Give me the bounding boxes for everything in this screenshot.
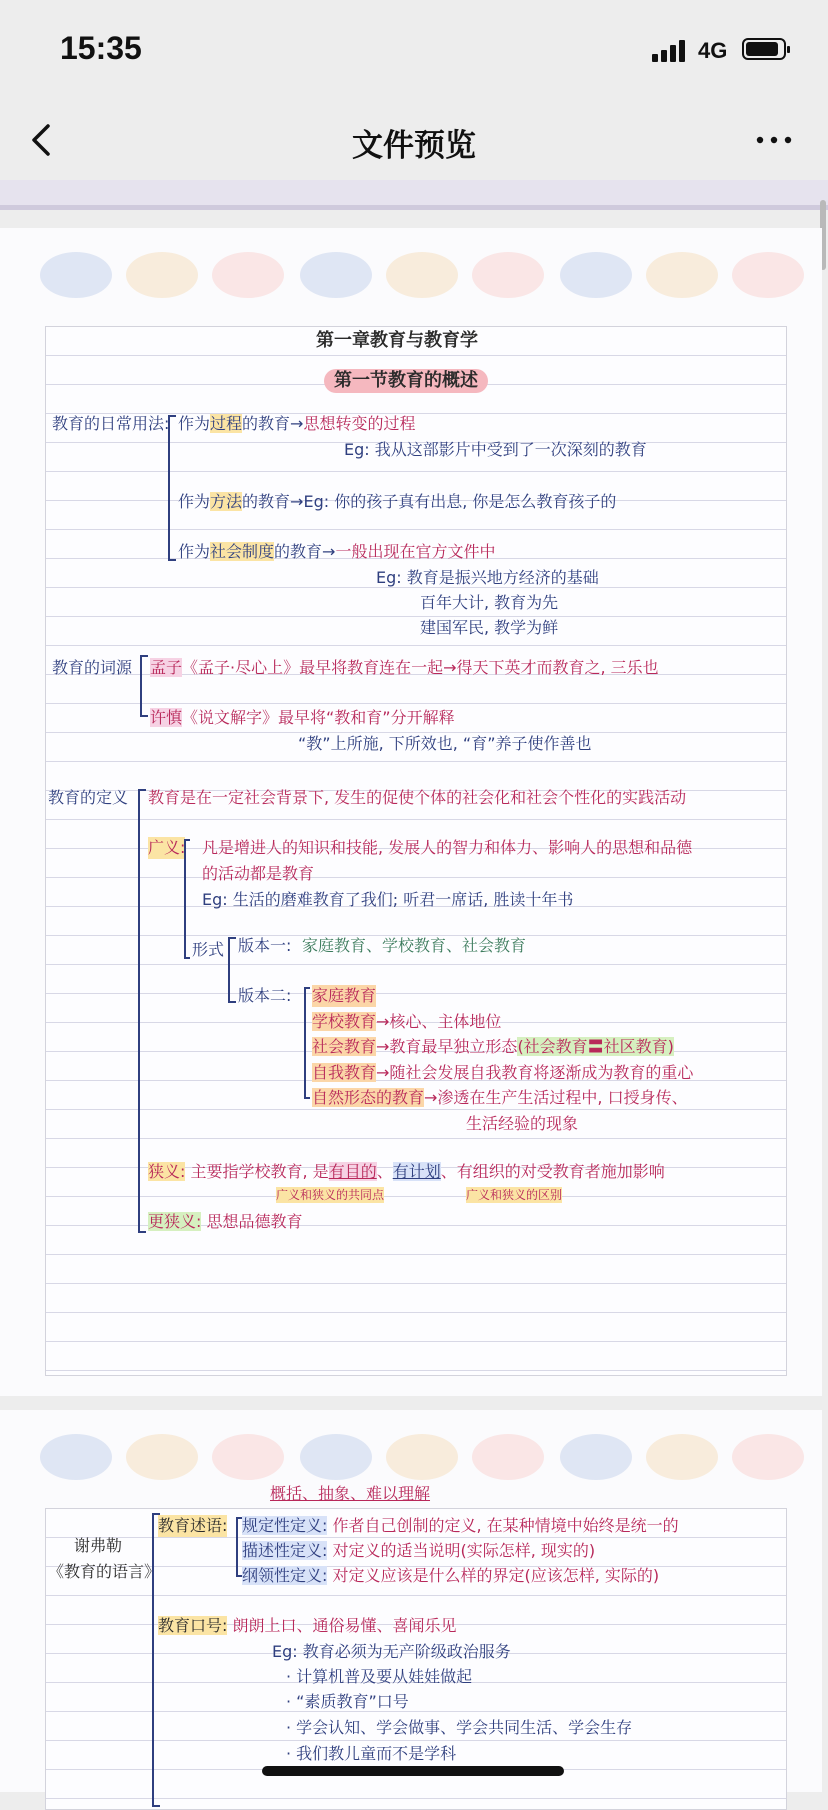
version2-self: 自我教育→随社会发展自我教育将逐渐成为教育的重心 bbox=[312, 1063, 694, 1082]
definition-main: 教育是在一定社会背景下, 发生的促使个体的社会化和社会个性化的实践活动 bbox=[148, 788, 687, 807]
document-page-2 bbox=[0, 1410, 822, 1792]
decorative-dots bbox=[40, 1434, 800, 1484]
status-bar bbox=[0, 0, 828, 100]
etymology-xushen: 许慎《说文解字》最早将“教和育”分开解释 bbox=[150, 708, 455, 727]
form-label: 形式 bbox=[192, 940, 225, 959]
bracket bbox=[140, 655, 148, 717]
bracket bbox=[138, 789, 146, 1233]
bracket bbox=[304, 987, 310, 1099]
bracket bbox=[184, 839, 190, 959]
statement-label: 教育述语: bbox=[158, 1516, 228, 1535]
version2-school: 学校教育→核心、主体地位 bbox=[312, 1012, 502, 1031]
version1-label: 版本一: bbox=[238, 936, 292, 955]
daily-use-item1-eg: Eg: 我从这部影片中受到了一次深刻的教育 bbox=[344, 440, 647, 459]
signal-icon bbox=[652, 38, 690, 62]
slogan-bullet-1: · 计算机普及要从娃娃做起 bbox=[286, 1667, 473, 1686]
version2-natural: 自然形态的教育→渗透在生产生活过程中, 口授身传、 bbox=[312, 1088, 688, 1107]
slogan-eg: Eg: 教育必须为无产阶级政治服务 bbox=[272, 1642, 511, 1661]
notebook-area bbox=[45, 1508, 787, 1810]
narrow-definition: 狭义: 主要指学校教育, 是有目的、有计划、有组织的对受教育者施加影响 bbox=[148, 1162, 665, 1181]
broad-label: 广义: bbox=[148, 838, 186, 857]
etymology-xushen-note: “教”上所施, 下所效也, “育”养子使作善也 bbox=[298, 734, 592, 753]
bracket bbox=[168, 415, 176, 561]
slogan-row: 教育口号: 朗朗上口、通俗易懂、喜闻乐见 bbox=[158, 1616, 457, 1635]
narrower-definition: 更狭义: 思想品德教育 bbox=[148, 1212, 303, 1231]
summary-note: 概括、抽象、难以理解 bbox=[270, 1484, 431, 1503]
version1-text: 家庭教育、学校教育、社会教育 bbox=[302, 936, 527, 955]
network-type: 4G bbox=[698, 38, 728, 63]
daily-use-item2: 作为方法的教育→Eg: 你的孩子真有出息, 你是怎么教育孩子的 bbox=[178, 492, 617, 511]
home-indicator[interactable] bbox=[262, 1766, 564, 1776]
decorative-dots bbox=[40, 252, 800, 302]
section-title: 第一节教育的概述 bbox=[324, 369, 488, 393]
broad-text2: 的活动都是教育 bbox=[202, 864, 315, 883]
version2-family: 家庭教育 bbox=[312, 986, 377, 1005]
etymology-mencius: 孟子《孟子·尽心上》最早将教育连在一起→得天下英才而教育之, 三乐也 bbox=[150, 658, 659, 677]
broad-eg: Eg: 生活的磨难教育了我们; 听君一席话, 胜读十年书 bbox=[202, 890, 574, 909]
daily-use-item3-eg2: 百年大计, 教育为先 bbox=[420, 593, 559, 612]
notebook-area bbox=[45, 326, 787, 1376]
version2-social: 社会教育→教育最早独立形态(社会教育〓社区教育) bbox=[312, 1037, 674, 1056]
more-dots-icon[interactable] bbox=[752, 120, 796, 160]
daily-use-label: 教育的日常用法: bbox=[52, 414, 170, 433]
bracket bbox=[228, 937, 236, 1003]
document-page-1 bbox=[0, 228, 822, 1396]
daily-use-item3-eg3: 建国军民, 教学为鲜 bbox=[420, 618, 559, 637]
nav-bar bbox=[0, 100, 828, 180]
etymology-label: 教育的词源 bbox=[52, 658, 133, 677]
version2-natural-note2: 生活经验的现象 bbox=[466, 1114, 579, 1133]
book-title: 《教育的语言》 bbox=[48, 1562, 161, 1581]
broad-text1: 凡是增进人的知识和技能, 发展人的智力和体力、影响人的思想和品德 bbox=[202, 838, 693, 857]
bracket bbox=[152, 1513, 160, 1807]
definition-label: 教育的定义 bbox=[48, 788, 129, 807]
version2-label: 版本二: bbox=[238, 986, 292, 1005]
slogan-bullet-4: · 我们教儿童而不是学科 bbox=[286, 1744, 457, 1763]
status-time: 15:35 bbox=[60, 30, 142, 66]
previous-page-edge bbox=[0, 180, 828, 210]
slogan-bullet-2: · “素质教育”口号 bbox=[286, 1692, 409, 1711]
definition-programmatic: 纲领性定义: 对定义应该是什么样的界定(应该怎样, 实际的) bbox=[242, 1566, 660, 1585]
chapter-title: 第一章教育与教育学 bbox=[316, 330, 478, 351]
daily-use-item1: 作为过程的教育→思想转变的过程 bbox=[178, 414, 416, 433]
daily-use-item3: 作为社会制度的教育→一般出现在官方文件中 bbox=[178, 542, 496, 561]
narrow-note-common: 广义和狭义的共同点 bbox=[276, 1188, 385, 1202]
definition-descriptive: 描述性定义: 对定义的适当说明(实际怎样, 现实的) bbox=[242, 1541, 596, 1560]
definition-prescriptive: 规定性定义: 作者自己创制的定义, 在某种情境中始终是统一的 bbox=[242, 1516, 679, 1535]
narrow-note-difference: 广义和狭义的区别 bbox=[466, 1188, 563, 1202]
author-name: 谢弗勒 bbox=[74, 1536, 123, 1555]
battery-icon bbox=[742, 38, 786, 60]
daily-use-item3-eg1: Eg: 教育是振兴地方经济的基础 bbox=[376, 568, 599, 587]
slogan-bullet-3: · 学会认知、学会做事、学会共同生活、学会生存 bbox=[286, 1718, 633, 1737]
page-title: 文件预览 bbox=[352, 128, 476, 164]
